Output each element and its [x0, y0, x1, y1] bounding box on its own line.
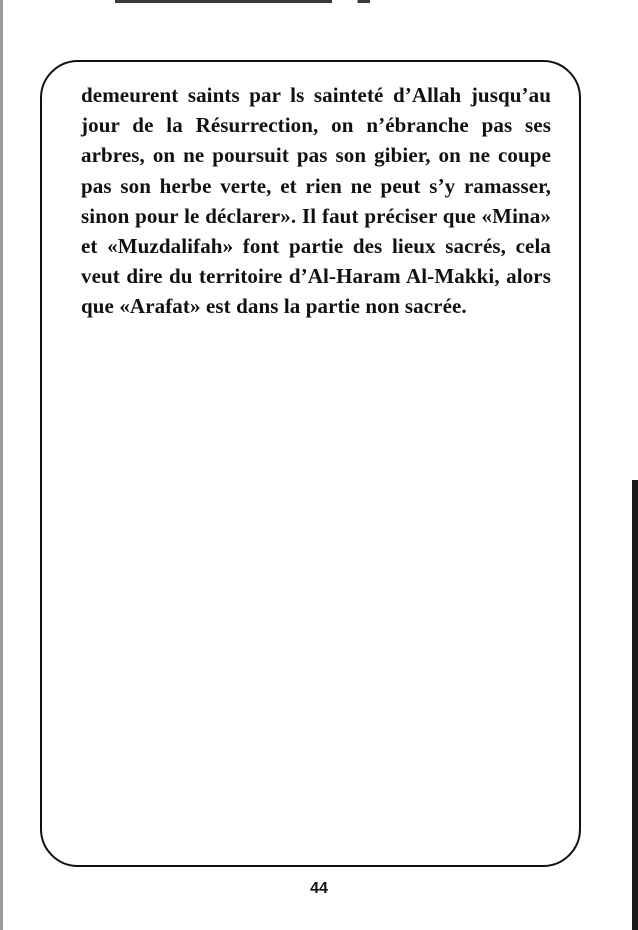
body-text-block: [81, 80, 551, 322]
body-paragraph: demeurent saints par ls sainteté d’Allah jusqu’au jour de la Résurrection, on n’ébranche pas ses arbres, on ne poursuit pas son gibier, on ne coupe pas son herbe verte, et rien ne peut s’y ramasser, sinon pour le déclarer». Il faut préciser que «Mina» et «Muzdalifah» font partie des lieux sacrés, cela veut dire du territoire d’Al-Haram Al-Makki, alors que «Arafat» est dans la partie non sacrée.: [81, 83, 551, 319]
page-number: 44: [310, 880, 328, 897]
scan-top-edge: [0, 0, 638, 3]
scan-left-edge: [0, 0, 3, 930]
scan-right-edge: [632, 480, 638, 930]
